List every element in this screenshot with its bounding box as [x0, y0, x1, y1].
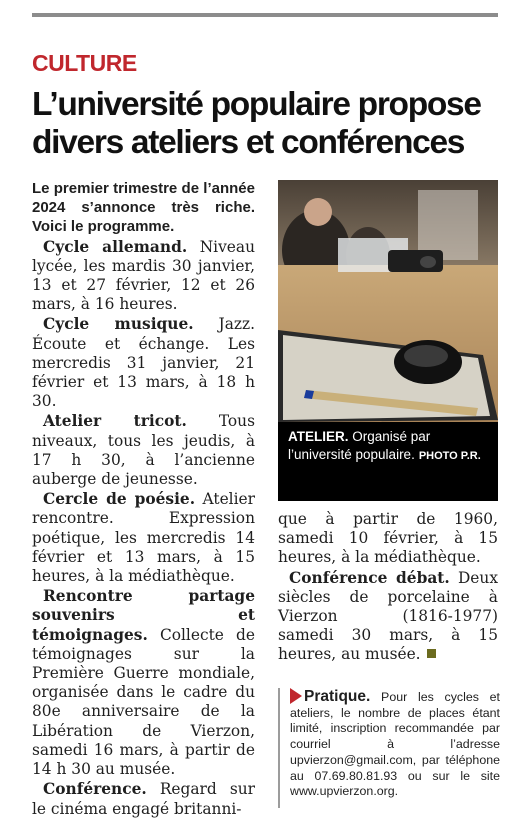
- right-column: [278, 510, 498, 665]
- practical-text: Pour les cycles et ateliers, le nombre de places étant limité, inscription recommandée par courriel à l’adresse upvierzon@gmail.com, par téléphone au 07.69.80.81.93 ou sur le site www.upvierzon.org.: [290, 690, 500, 799]
- item-title: Cycle allemand.: [43, 237, 188, 256]
- left-column: [32, 179, 255, 819]
- top-rule: [32, 13, 498, 17]
- practical-title: Pratique.: [304, 688, 371, 705]
- program-item: [32, 490, 255, 586]
- item-title: Conférence débat.: [289, 568, 450, 587]
- item-text: Jazz. Écoute et échange. Les mercredis 31 janvier, 21 février et 13 mars, à 18 h 30.: [32, 315, 255, 411]
- program-item: [32, 780, 255, 818]
- item-title: Atelier tricot.: [43, 412, 187, 431]
- caption-label: ATELIER.: [288, 429, 349, 444]
- program-item: [32, 587, 255, 779]
- item-text: Atelier rencontre. Expression poétique, les mercredis 14 février et 13 mars, à 15 heures, à la médiathèque.: [32, 490, 255, 586]
- program-item: [32, 412, 255, 489]
- program-item: [32, 238, 255, 315]
- item-title: Conférence.: [43, 780, 147, 799]
- caption-text: Organisé par l’université populaire.: [288, 429, 431, 462]
- program-item: [32, 315, 255, 411]
- item-text: Regard sur le cinéma engagé britanni-: [32, 780, 255, 818]
- article-lead: Le premier trimestre de l’année 2024 s’annonce très riche. Voici le programme.: [32, 180, 255, 236]
- item-text: Niveau lycée, les mardis 30 janvier, 13 et 27 février, 12 et 26 mars, à 16 heures.: [32, 237, 255, 314]
- photo-credit: PHOTO P.R.: [418, 450, 481, 462]
- end-of-article-mark: [427, 649, 436, 658]
- article-photo: [278, 180, 498, 422]
- section-kicker: CULTURE: [32, 50, 137, 76]
- item-title: Cycle musique.: [43, 315, 194, 334]
- item-text: Collecte de témoignages sur la Première Guerre mondiale, organisée dans le cadre du 80e anniversaire de la Libération de Vierzon, samedi 16 mars, à partir de 14 h 30 au musée.: [32, 625, 255, 779]
- item-text: Tous niveaux, tous les jeudis, à 17 h 30, à l’ancienne auberge de jeunesse.: [32, 412, 255, 489]
- continued-text: que à partir de 1960, samedi 10 février, à 15 heures, à la médiathèque.: [278, 510, 498, 567]
- article-headline: L’université populaire propose divers ateliers et conférences: [32, 86, 481, 161]
- item-text: Deux siècles de porcelaine à Vierzon (1816-1977) samedi 30 mars, à 15 heures, au musée.: [278, 568, 499, 664]
- practical-info-box: [278, 688, 500, 808]
- photo-caption: [278, 422, 498, 501]
- arrow-icon: [290, 688, 302, 704]
- program-item: [278, 569, 498, 665]
- item-title: Rencontre partage souvenirs et témoignages.: [32, 587, 255, 644]
- item-title: Cercle de poésie.: [43, 490, 196, 509]
